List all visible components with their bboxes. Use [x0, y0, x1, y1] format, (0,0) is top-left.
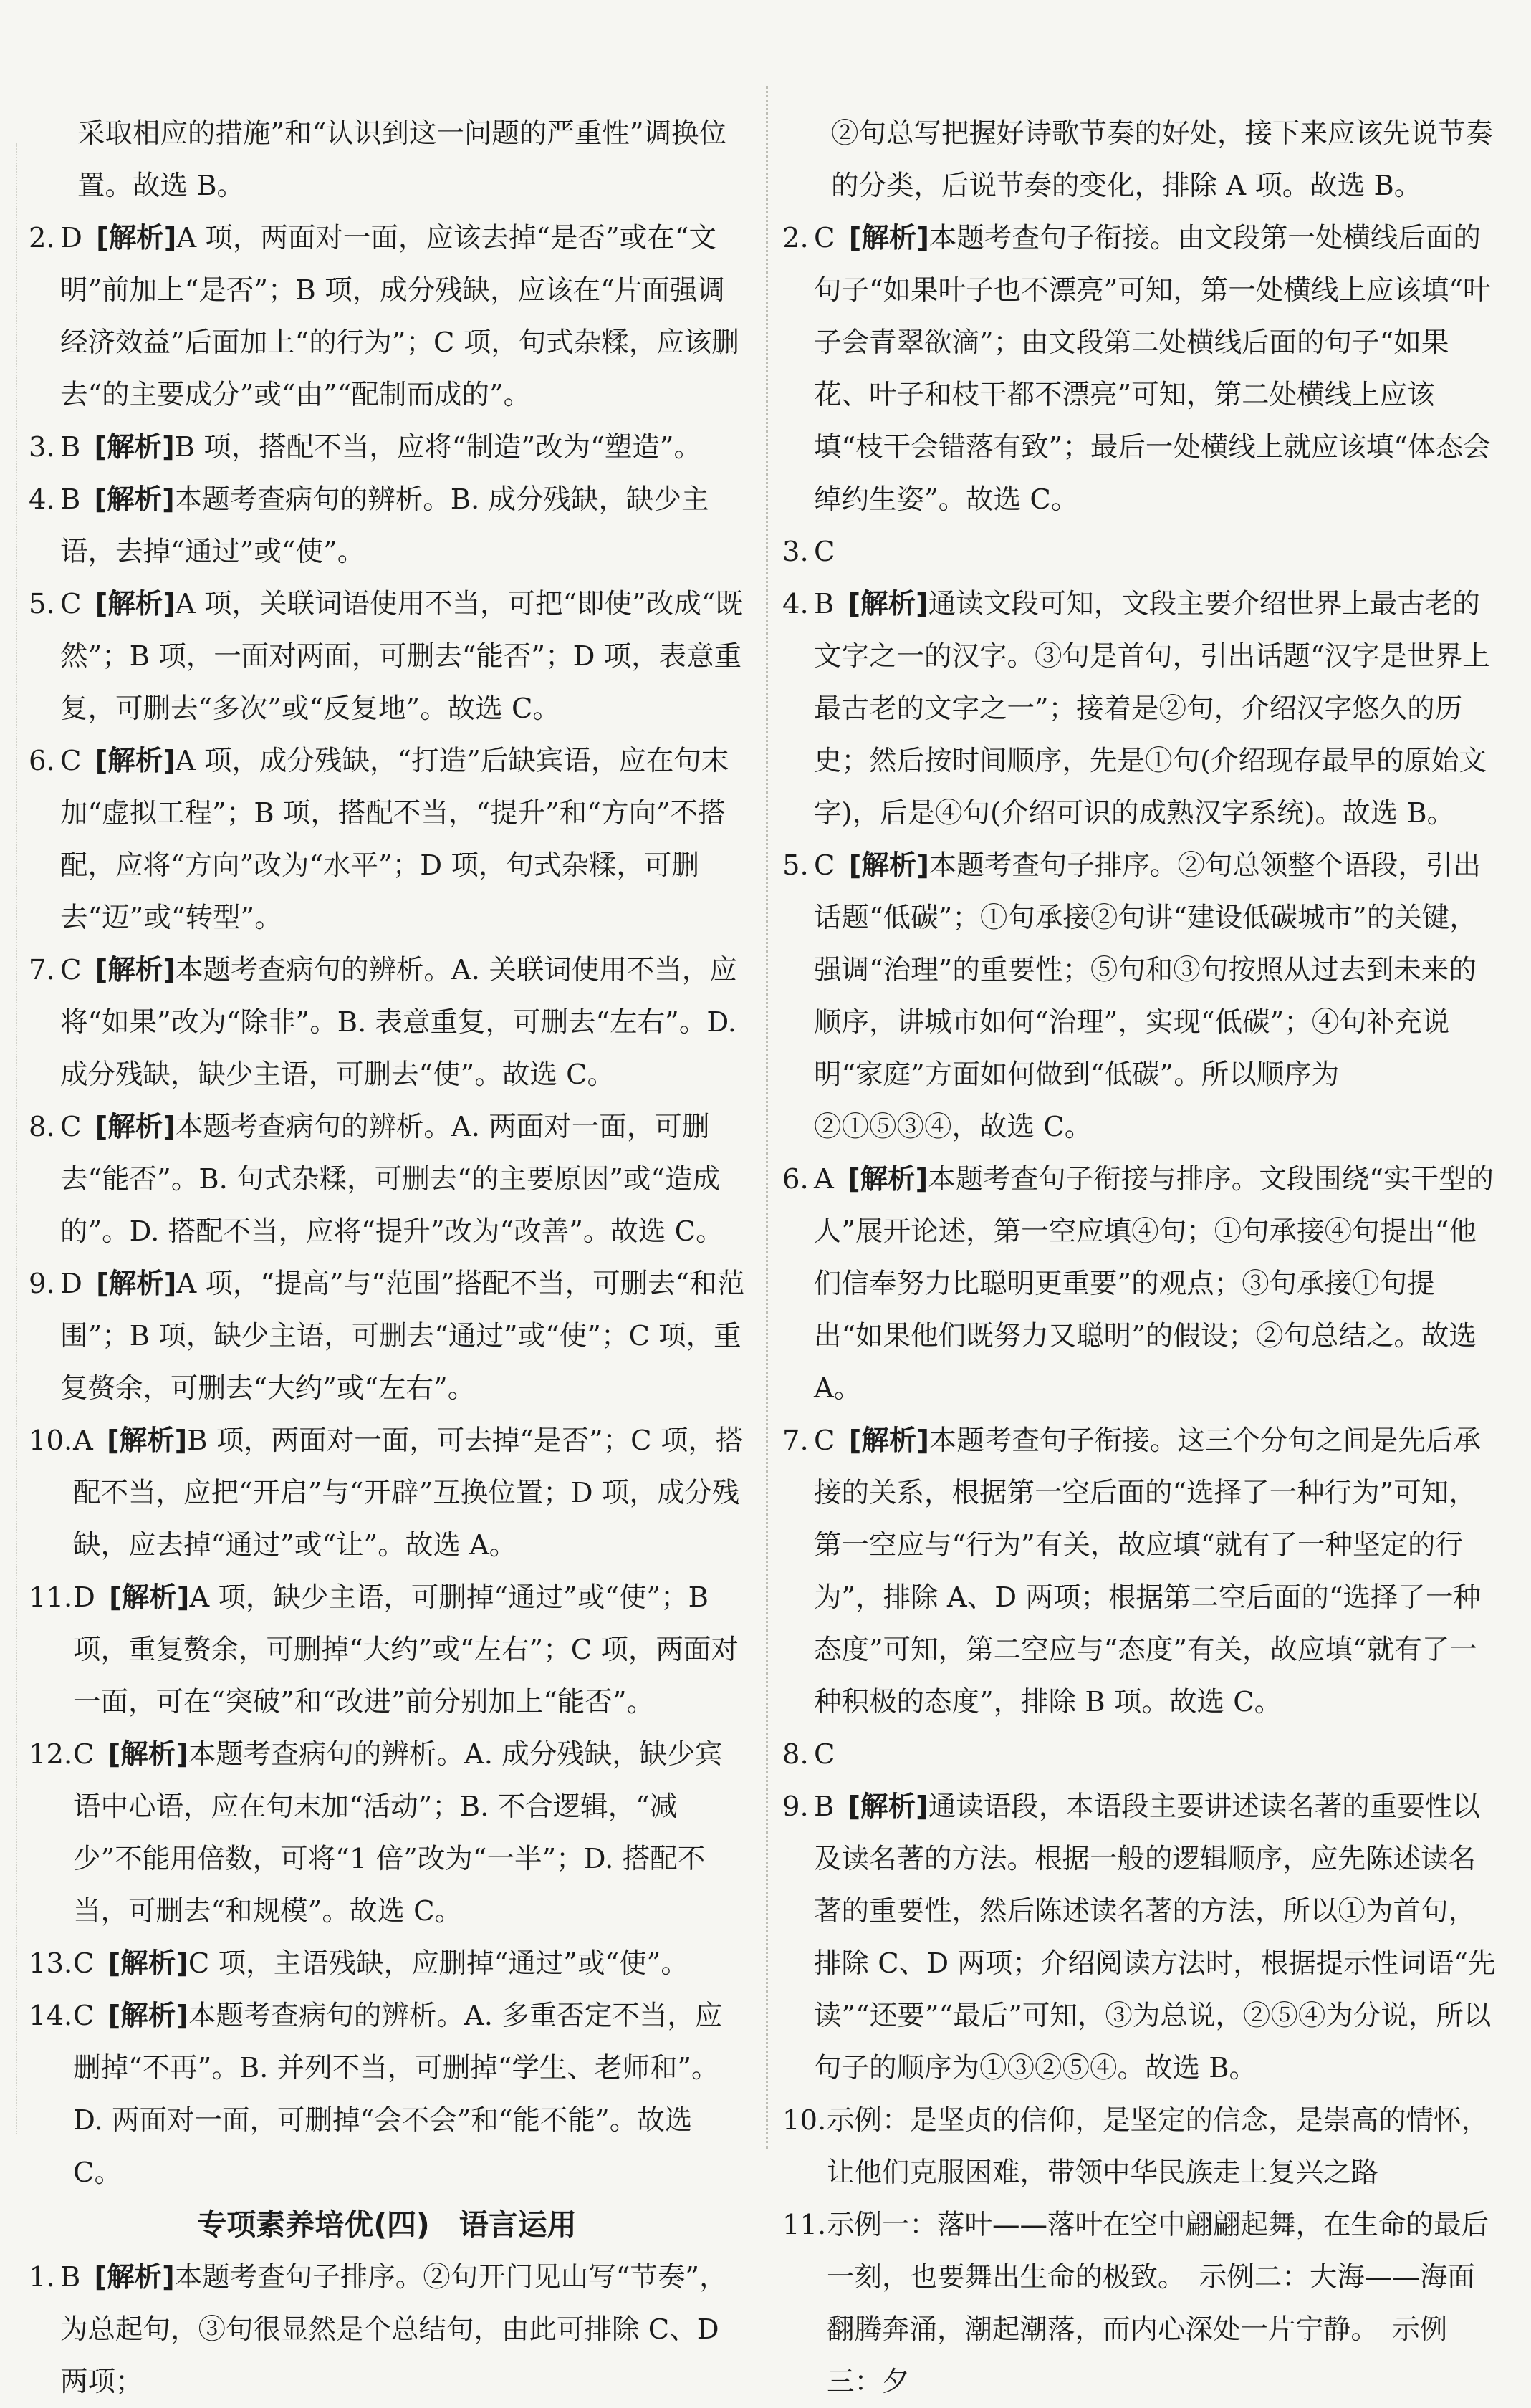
answer-item	[782, 2199, 1499, 2408]
answer-item	[29, 421, 745, 473]
analysis-label: [解析]	[848, 1163, 928, 1195]
analysis-label: [解析]	[95, 588, 176, 620]
analysis-label: [解析]	[94, 431, 175, 463]
analysis-label: [解析]	[95, 954, 176, 986]
analysis-text: C 项，主语残缺，应删掉“通过”或“使”。	[188, 1947, 688, 1980]
analysis-text: A 项，缺少主语，可删掉“通过”或“使”；B 项，重复赘余，可删掉“大约”或“左右”；C 项，两面对一面，可在“突破”和“改进”前分别加上“能否”。	[73, 1581, 739, 1718]
analysis-text: A 项，关联词语使用不当，可把“即使”改成“既然”；B 项，一面对两面，可删去“能否”；D 项，表意重复，可删去“多次”或“反复地”。故选 C。	[60, 588, 744, 725]
answer-text	[60, 1101, 745, 1258]
analysis-label: [解析]	[94, 2261, 175, 2293]
answer-choice: C	[73, 2000, 95, 2032]
answer-item	[29, 1258, 745, 1415]
answer-number: 5.	[782, 849, 809, 882]
answer-text	[814, 578, 1499, 839]
left-column	[29, 107, 745, 2408]
answer-choice: B	[60, 2261, 81, 2293]
answer-number: 14.	[29, 2000, 73, 2032]
answer-number: 10.	[29, 1425, 73, 1457]
analysis-text: 本题考查句子衔接。由文段第一处横线后面的句子“如果叶子也不漂亮”可知，第一处横线上应该填“叶子会青翠欲滴”；由文段第二处横线后面的句子“如果花、叶子和枝干都不漂亮”可知，第二处横线上应该填“枝干会错落有致”；最后一处横线上就应该填“体态会绰约生姿”。故选 C。	[814, 222, 1491, 516]
analysis-label: [解析]	[107, 2000, 188, 2032]
analysis-label: [解析]	[107, 1947, 188, 1980]
continued-text: ②句总写把握好诗歌节奏的好处，接下来应该先说节奏的分类，后说节奏的变化，排除 A 项。故选 B。	[831, 117, 1494, 202]
answer-choice: C	[60, 1111, 82, 1143]
answer-text	[814, 526, 1499, 578]
answer-item	[29, 212, 745, 421]
continued-text: 采取相应的措施”和“认识到这一问题的严重性”调换位置。故选 B。	[77, 117, 727, 202]
answer-item	[29, 1990, 745, 2199]
answer-item	[29, 1728, 745, 1937]
analysis-label: [解析]	[95, 1111, 176, 1143]
analysis-label: [解析]	[107, 1738, 188, 1771]
answer-choice: C	[814, 1738, 835, 1771]
answer-number: 3.	[782, 536, 809, 568]
answer-number: 12.	[29, 1738, 73, 1771]
answer-number: 9.	[29, 1268, 55, 1300]
analysis-label: [解析]	[95, 745, 176, 777]
answer-choice: B	[60, 431, 81, 463]
answer-number: 5.	[29, 588, 55, 620]
answer-text	[827, 2094, 1499, 2199]
analysis-text: 本题考查病句的辨析。B. 成分残缺，缺少主语，去掉“通过”或“使”。	[60, 483, 709, 568]
analysis-text: 示例：是坚贞的信仰，是坚定的信念，是崇高的情怀，让他们克服困难，带领中华民族走上复兴之路	[827, 2104, 1489, 2189]
answer-number: 10.	[782, 2104, 827, 2137]
answer-item	[782, 578, 1499, 839]
answer-text	[827, 2199, 1499, 2408]
analysis-text: 本题考查病句的辨析。A. 两面对一面，可删去“能否”。B. 句式杂糅，可删去“的主要原因”或“造成的”。D. 搭配不当，应将“提升”改为“改善”。故选 C。	[60, 1111, 724, 1248]
answer-choice: C	[60, 588, 82, 620]
answer-text	[814, 1153, 1499, 1415]
answer-number: 13.	[29, 1947, 73, 1980]
section-title: 专项素养培优(四) 语言运用	[197, 2207, 577, 2242]
analysis-text: 本题考查病句的辨析。A. 多重否定不当，应删掉“不再”。B. 并列不当，可删掉“学生、老师和”。D. 两面对一面，可删掉“会不会”和“能不能”。故选 C。	[73, 2000, 723, 2189]
analysis-text: 本题考查病句的辨析。A. 关联词使用不当，应将“如果”改为“除非”。B. 表意重复，可删去“左右”。D. 成分残缺，缺少主语，可删去“使”。故选 C。	[60, 954, 737, 1091]
analysis-text: 本题考查句子排序。②句开门见山写“节奏”，为总起句，③句很显然是个总结句，由此可排除 C、D 两项；	[60, 2261, 727, 2398]
answer-item	[29, 1937, 745, 1990]
page-edge-dots	[16, 143, 17, 2134]
answer-number: 6.	[29, 745, 55, 777]
answer-item	[782, 526, 1499, 578]
answer-text	[60, 212, 745, 421]
answer-number: 8.	[29, 1111, 55, 1143]
answer-item	[29, 2251, 745, 2408]
analysis-label: [解析]	[848, 588, 928, 620]
answer-item	[29, 578, 745, 735]
answer-text	[60, 735, 745, 944]
analysis-label: [解析]	[107, 1425, 188, 1457]
analysis-label: [解析]	[96, 222, 177, 254]
answer-choice: B	[814, 588, 835, 620]
analysis-text: A 项，成分残缺，“打造”后缺宾语，应在句末加“虚拟工程”；B 项，搭配不当，“提升”和“方向”不搭配，应将“方向”改为“水平”；D 项，句式杂糅，可删去“迈”或“转型”。	[60, 745, 729, 934]
answer-text	[73, 1415, 745, 1571]
answer-text	[814, 1415, 1499, 1728]
answer-text	[60, 578, 745, 735]
answer-text	[814, 1781, 1499, 2094]
answer-choice: A	[73, 1425, 93, 1457]
answer-choice: C	[814, 536, 835, 568]
analysis-text: 示例一：落叶——落叶在空中翩翩起舞，在生命的最后一刻，也要舞出生命的极致。 示例二：大海——海面翻腾奔涌，潮起潮落，而内心深处一片宁静。 示例三：夕	[827, 2209, 1489, 2398]
answer-choice: C	[60, 745, 82, 777]
answer-choice: D	[60, 222, 82, 254]
answer-item	[29, 735, 745, 944]
answer-choice: D	[60, 1268, 82, 1300]
answer-choice: C	[60, 954, 82, 986]
answer-number: 6.	[782, 1163, 809, 1195]
analysis-text: 本题考查病句的辨析。A. 成分残缺，缺少宾语中心语，应在句末加“活动”；B. 不合逻辑，“减少”不能用倍数，可将“1 倍”改为“一半”；D. 搭配不当，可删去“和规模”。故选 C。	[73, 1738, 723, 1927]
analysis-text: B 项，两面对一面，可去掉“是否”；C 项，搭配不当，应把“开启”与“开辟”互换位置；D 项，成分残缺，应去掉“通过”或“让”。故选 A。	[73, 1425, 744, 1561]
answer-choice: B	[814, 1791, 835, 1823]
answer-number: 3.	[29, 431, 55, 463]
answer-item	[29, 1101, 745, 1258]
answer-item	[782, 1153, 1499, 1415]
answer-text	[73, 1990, 745, 2199]
answer-item	[782, 1728, 1499, 1781]
answer-item	[782, 2094, 1499, 2199]
answer-item	[782, 1415, 1499, 1728]
answer-text	[814, 839, 1499, 1153]
analysis-text: 通读文段可知，文段主要介绍世界上最古老的文字之一的汉字。③句是首句，引出话题“汉字是世界上最古老的文字之一”；接着是②句，介绍汉字悠久的历史；然后按时间顺序，先是①句(介绍现存最早的原始文字)，后是④句(介绍可识的成熟汉字系统)。故选 B。	[814, 588, 1490, 829]
answer-choice: D	[73, 1581, 95, 1614]
analysis-label: [解析]	[848, 1791, 928, 1823]
analysis-text: 通读语段，本语段主要讲述读名著的重要性以及读名著的方法。根据一般的逻辑顺序，应先陈述读名著的重要性，然后陈述读名著的方法，所以①为首句，排除 C、D 两项；介绍阅读方法时，根据提示性词语“先读”“还要”“最后”可知，③为总说，②⑤④为分说，所以句子的顺序为①③②⑤④。故选 B。	[814, 1791, 1496, 2084]
answer-item	[29, 1415, 745, 1571]
analysis-label: [解析]	[96, 1268, 177, 1300]
answer-number: 4.	[29, 483, 55, 516]
answer-number: 11.	[29, 1581, 73, 1614]
analysis-label: [解析]	[848, 849, 929, 882]
answer-number: 8.	[782, 1738, 809, 1771]
answer-text	[814, 1728, 1499, 1781]
analysis-text: 本题考查句子衔接与排序。文段围绕“实干型的人”展开论述，第一空应填④句；①句承接④句提出“他们信奉努力比聪明更重要”的观点；③句承接①句提出“如果他们既努力又聪明”的假设；②句总结之。故选 A。	[814, 1163, 1494, 1405]
answer-choice: C	[73, 1738, 95, 1771]
answer-number: 7.	[782, 1425, 809, 1457]
answer-text	[73, 1937, 745, 1990]
answer-text	[73, 1728, 745, 1937]
answer-number: 2.	[782, 222, 809, 254]
analysis-text: 本题考查句子排序。②句总领整个语段，引出话题“低碳”；①句承接②句讲“建设低碳城市”的关键，强调“治理”的重要性；⑤句和③句按照从过去到未来的顺序，讲城市如何“治理”，实现“低碳”；④句补充说明“家庭”方面如何做到“低碳”。所以顺序为②①⑤③④，故选 C。	[814, 849, 1481, 1143]
answer-number: 9.	[782, 1791, 809, 1823]
analysis-label: [解析]	[848, 222, 929, 254]
answer-text	[814, 212, 1499, 526]
answer-text	[60, 2251, 745, 2408]
answer-choice: C	[73, 1947, 95, 1980]
analysis-text: B 项，搭配不当，应将“制造”改为“塑造”。	[174, 431, 702, 463]
analysis-text: A 项，“提高”与“范围”搭配不当，可删去“和范围”；B 项，缺少主语，可删去“通过”或“使”；C 项，重复赘余，可删去“大约”或“左右”。	[60, 1268, 745, 1405]
analysis-label: [解析]	[94, 483, 175, 516]
answer-item	[29, 473, 745, 578]
answer-item	[29, 1571, 745, 1728]
answer-item	[782, 839, 1499, 1153]
answer-item	[782, 212, 1499, 526]
analysis-text: A 项，两面对一面，应该去掉“是否”或在“文明”前加上“是否”；B 项，成分残缺，应该在“片面强调经济效益”后面加上“的行为”；C 项，句式杂糅，应该删去“的主要成分”或“由”“配制而成的”。	[60, 222, 739, 411]
answer-choice: C	[814, 1425, 835, 1457]
analysis-label: [解析]	[848, 1425, 929, 1457]
answer-item	[782, 1781, 1499, 2094]
answer-item	[29, 944, 745, 1101]
answer-choice: C	[814, 222, 835, 254]
answer-choice: A	[814, 1163, 834, 1195]
answer-choice: B	[60, 483, 81, 516]
answer-text	[73, 1571, 745, 1728]
right-column	[782, 107, 1499, 2408]
answer-number: 2.	[29, 222, 55, 254]
answer-number: 1.	[29, 2261, 55, 2293]
column-divider	[766, 86, 768, 2149]
analysis-label: [解析]	[109, 1581, 190, 1614]
answer-text	[60, 473, 745, 578]
answer-text	[60, 421, 745, 473]
answer-number: 7.	[29, 954, 55, 986]
answer-number: 11.	[782, 2209, 827, 2241]
answer-choice: C	[814, 849, 835, 882]
answer-text	[60, 1258, 745, 1415]
answer-number: 4.	[782, 588, 809, 620]
analysis-text: 本题考查句子衔接。这三个分句之间是先后承接的关系，根据第一空后面的“选择了一种行为”可知，第一空应与“行为”有关，故应填“就有了一种坚定的行为”，排除 A、D 两项；根据第二空后面的“选择了一种态度”可知，第二空应与“态度”有关，故应填“就有了一种积极的态度”，排除 B 项。故选 C。	[814, 1425, 1482, 1718]
answer-text	[60, 944, 745, 1101]
